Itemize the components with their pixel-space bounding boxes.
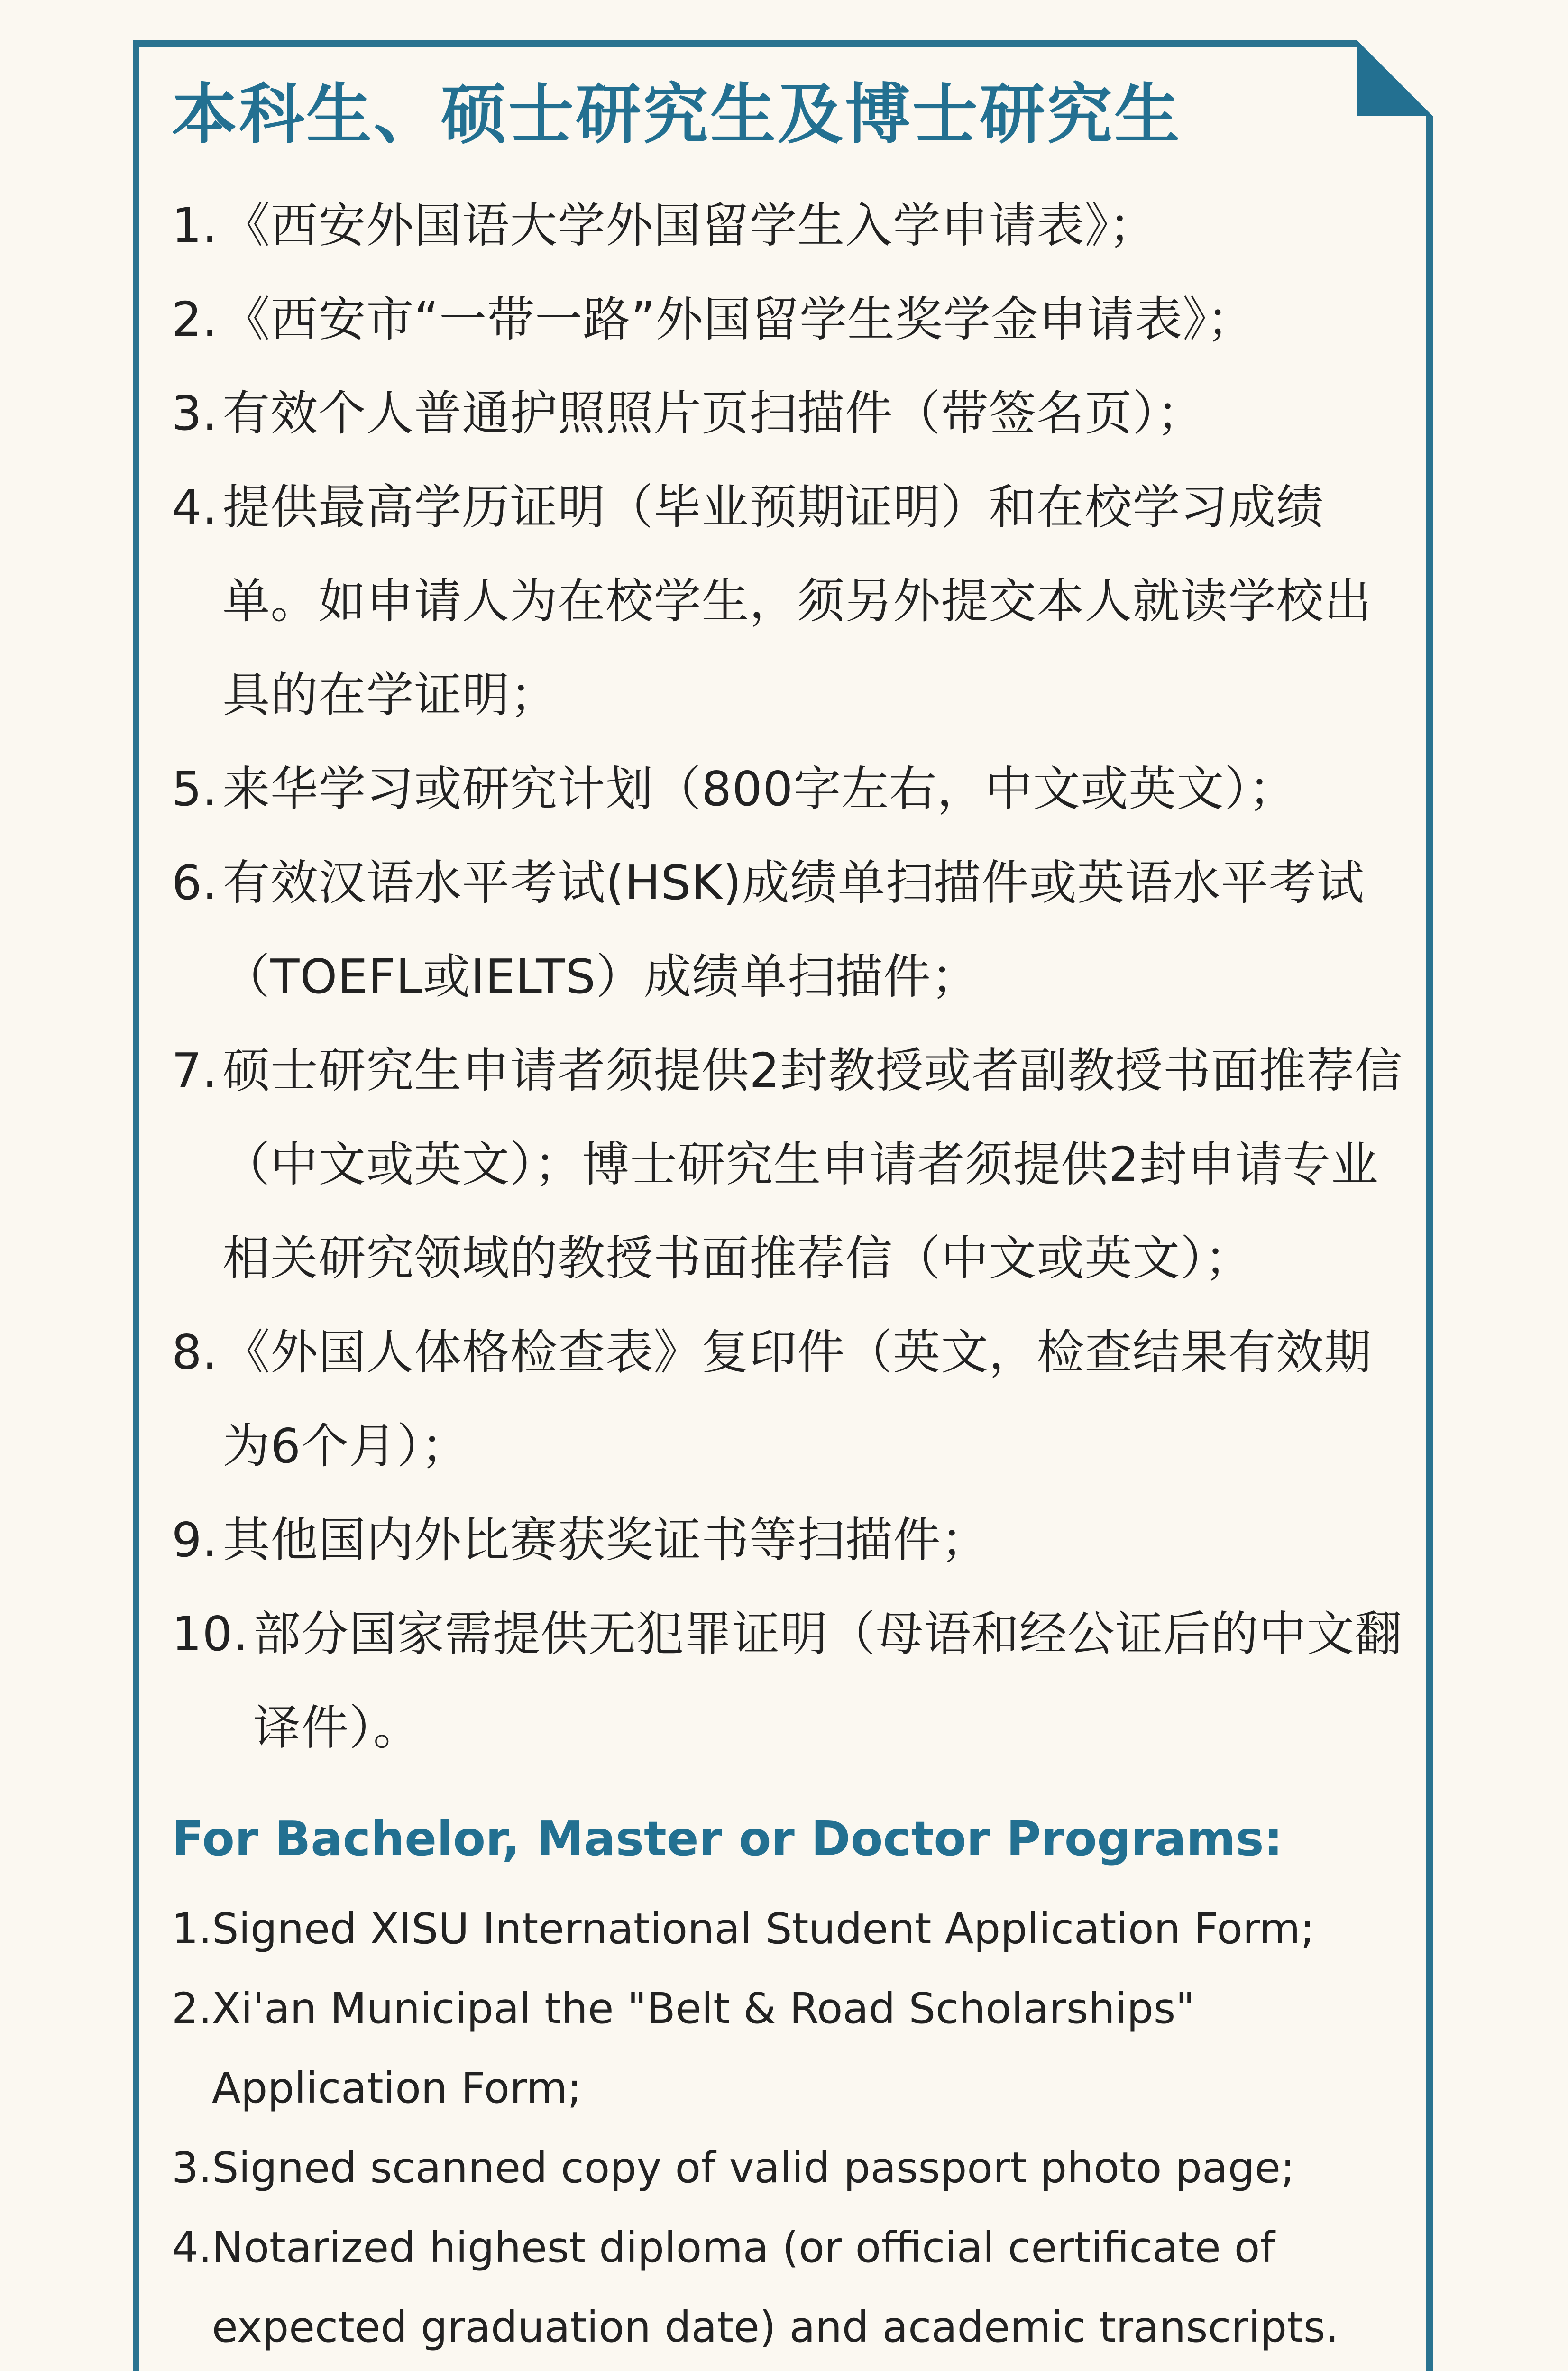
item-number: 3. — [172, 2142, 212, 2192]
item-number: 9. — [172, 1512, 218, 1568]
list-item — [172, 179, 1409, 273]
item-number: 3. — [172, 385, 218, 441]
item-number: 10. — [172, 1606, 249, 1662]
list-item — [172, 1587, 1409, 1775]
item-text: 《西安外国语大学外国留学生入学申请表》； — [222, 197, 1157, 253]
requirements-card — [133, 40, 1433, 2371]
item-number: 4. — [172, 479, 218, 535]
item-text: Xi'an Municipal the "Belt & Road Scholarships" Application Form; — [211, 1983, 1195, 2113]
item-text: Notarized highest diploma (or official certificate of expected graduation date) and academic transcripts. — [211, 2222, 1339, 2352]
list-item — [172, 1889, 1409, 1968]
list-item — [172, 273, 1409, 367]
list-item — [172, 1024, 1409, 1305]
item-text: 有效个人普通护照照片页扫描件（带签名页）； — [222, 385, 1205, 441]
page-title: 本科生、硕士研究生及博士研究生 — [172, 76, 1182, 153]
item-number: 1. — [172, 197, 218, 253]
item-text: 硕士研究生申请者须提供2封教授或者副教授书面推荐信（中文或英文）；博士研究生申请者须提供2封申请专业相关研究领域的教授书面推荐信（中文或英文）； — [222, 1042, 1403, 1286]
item-text: 其他国内外比赛获奖证书等扫描件； — [222, 1512, 989, 1568]
item-number: 2. — [172, 291, 218, 347]
item-number: 4. — [172, 2222, 212, 2272]
list-item — [172, 2207, 1409, 2371]
list-item — [172, 1968, 1409, 2128]
item-text: 提供最高学历证明（毕业预期证明）和在校学习成绩单。如申请人为在校学生，须另外提交本人就读学校出具的在学证明； — [222, 479, 1372, 723]
item-text: 部分国家需提供无犯罪证明（母语和经公证后的中文翻译件）。 — [253, 1606, 1403, 1755]
list-item — [172, 1493, 1409, 1587]
list-item — [172, 836, 1409, 1024]
folded-corner-icon — [1357, 40, 1433, 116]
item-text: Signed XISU International Student Application Form; — [211, 1903, 1315, 1953]
list-item — [172, 367, 1409, 460]
item-text: 有效汉语水平考试(HSK)成绩单扫描件或英语水平考试（TOEFL或IELTS）成绩单扫描件； — [222, 855, 1365, 1004]
list-item — [172, 2128, 1409, 2207]
list-item — [172, 460, 1409, 742]
item-text: Signed scanned copy of valid passport photo page; — [211, 2142, 1295, 2192]
english-requirements-list — [172, 1889, 1409, 2371]
list-item — [172, 1305, 1409, 1493]
item-text: 《外国人体格检查表》复印件（英文，检查结果有效期为6个月）； — [222, 1324, 1372, 1474]
item-number: 5. — [172, 761, 218, 817]
item-number: 7. — [172, 1042, 218, 1098]
item-number: 2. — [172, 1983, 212, 2033]
list-item — [172, 742, 1409, 836]
english-section-heading: For Bachelor, Master or Doctor Programs: — [172, 1810, 1283, 1866]
item-number: 6. — [172, 855, 218, 910]
item-text: 来华学习或研究计划（800字左右，中文或英文）； — [222, 761, 1297, 817]
item-number: 1. — [172, 1903, 212, 1953]
item-text: 《西安市“一带一路”外国留学生奖学金申请表》； — [222, 291, 1255, 347]
chinese-requirements-list — [172, 179, 1409, 1775]
item-number: 8. — [172, 1324, 218, 1380]
